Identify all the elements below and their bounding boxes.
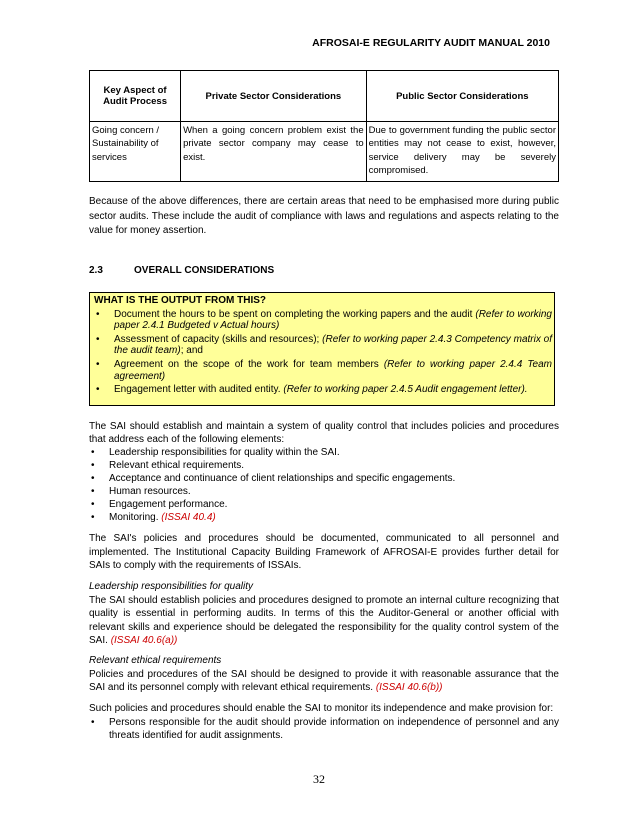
running-header: AFROSAI-E REGULARITY AUDIT MANUAL 2010 xyxy=(312,37,550,49)
leadership-heading: Leadership responsibilities for quality xyxy=(89,581,253,592)
table-cell-aspect: Going concern / Sustainability of services xyxy=(90,122,181,182)
leadership-block xyxy=(89,580,559,648)
bullet-icon: • xyxy=(91,499,95,510)
output-item-tail: ; and xyxy=(180,345,203,357)
output-item xyxy=(94,384,552,396)
bullet-icon: • xyxy=(91,460,95,471)
output-item-text: Agreement on the scope of the work for team members xyxy=(114,358,384,370)
table-header-row xyxy=(90,71,559,122)
list-item xyxy=(89,472,559,485)
table-row xyxy=(90,122,559,182)
intro-paragraph: Because of the above differences, there are certain areas that need to be emphasised more during public sector audits. These include the audit of compliance with laws and regulations and aspects relating to the value for money assertion. xyxy=(89,196,559,236)
output-item-ref: (Refer to working paper 2.4.5 Audit engagement letter). xyxy=(283,384,528,396)
list-item xyxy=(89,716,559,743)
list-item xyxy=(89,498,559,511)
list-item-text: Acceptance and continuance of client relationships and specific engagements. xyxy=(109,473,456,484)
table-cell-public: Due to government funding the public sector entities may not cease to exist, however, service delivery may be severely compromised. xyxy=(366,122,558,182)
list-item-text: Engagement performance. xyxy=(109,499,228,510)
ethical-heading: Relevant ethical requirements xyxy=(89,655,222,666)
monitor-block xyxy=(89,702,559,743)
bullet-icon: • xyxy=(96,384,100,396)
bullet-icon: • xyxy=(91,486,95,497)
issai-reference: (ISSAI 40.4) xyxy=(161,512,216,523)
bullet-icon: • xyxy=(96,308,100,320)
list-item-text: Persons responsible for the audit should provide information on independence of personnel and any threats identified for audit assignments. xyxy=(109,716,559,741)
table-cell-private: When a going concern problem exist the private sector company may cease to exist. xyxy=(181,122,367,182)
output-item-ref: (Refer to working paper 2.4.1 Budgeted v Actual hours) xyxy=(114,308,552,332)
bullet-icon: • xyxy=(91,473,95,484)
column-header-key-aspect: Key Aspect of Audit Process xyxy=(90,71,181,122)
list-item xyxy=(89,459,559,472)
column-header-public: Public Sector Considerations xyxy=(366,71,558,122)
output-box-title: WHAT IS THE OUTPUT FROM THIS? xyxy=(94,295,267,306)
output-item-ref: (Refer to working paper 2.4.3 Competency matrix of the audit team) xyxy=(114,333,553,357)
list-item xyxy=(89,485,559,498)
list-item-text: Human resources. xyxy=(109,486,191,497)
section-title: OVERALL CONSIDERATIONS xyxy=(134,265,275,276)
issai-reference: (ISSAI 40.6(b)) xyxy=(375,682,443,693)
leadership-paragraph: The SAI should establish policies and procedures designed to promote an internal culture recognizing that quality is essential in performing audits. In terms of this the Auditor-General or another official with relevant skills and experience should be delegated the responsibility for the quality control system of the SAI. (ISSAI 40.6(a)) xyxy=(89,594,559,646)
policies-paragraph: The SAI's policies and procedures should be documented, communicated to all personnel and implemented. The Institutional Capacity Building Framework of AFROSAI-E provides further detail for SAIs to comply with the requirements of ISSAIs. xyxy=(89,533,559,571)
bullet-icon: • xyxy=(96,358,100,370)
issai-reference: (ISSAI 40.6(a)) xyxy=(110,635,178,646)
output-item xyxy=(94,334,552,357)
bullet-icon: • xyxy=(91,716,95,728)
output-item-ref: (Refer to working paper 2.4.4 Team agreement) xyxy=(114,358,553,382)
list-item xyxy=(89,511,559,524)
list-item-text: Leadership responsibilities for quality within the SAI. xyxy=(109,447,340,458)
quality-paragraph: The SAI should establish and maintain a system of quality control that includes policies and procedures that address each of the following elements: xyxy=(89,421,559,445)
ethical-block xyxy=(89,654,559,695)
bullet-icon: • xyxy=(96,333,100,345)
monitor-paragraph: Such policies and procedures should enable the SAI to monitor its independence and make provision for: xyxy=(89,703,554,714)
output-box xyxy=(89,292,555,406)
comparison-table xyxy=(89,70,559,182)
output-item xyxy=(94,309,552,332)
list-item-text: Relevant ethical requirements. xyxy=(109,460,245,471)
output-item-text: Assessment of capacity (skills and resources); xyxy=(114,333,323,345)
bullet-icon: • xyxy=(91,447,95,458)
page-number: 32 xyxy=(313,772,325,786)
column-header-private: Private Sector Considerations xyxy=(181,71,367,122)
ethical-paragraph: Policies and procedures of the SAI should be designed to provide it with reasonable assurance that the SAI and its personnel comply with relevant ethical requirements. (ISSAI 40.6(b)) xyxy=(89,668,559,693)
output-item-text: Document the hours to be spent on completing the working papers and the audit xyxy=(114,308,476,320)
section-number: 2.3 xyxy=(89,265,103,276)
list-item-text: Monitoring. xyxy=(109,512,162,523)
output-item-text: Engagement letter with audited entity. xyxy=(114,384,284,396)
bullet-icon: • xyxy=(91,512,95,523)
output-item xyxy=(94,359,552,382)
list-item xyxy=(89,446,559,459)
quality-control-block xyxy=(89,420,559,524)
